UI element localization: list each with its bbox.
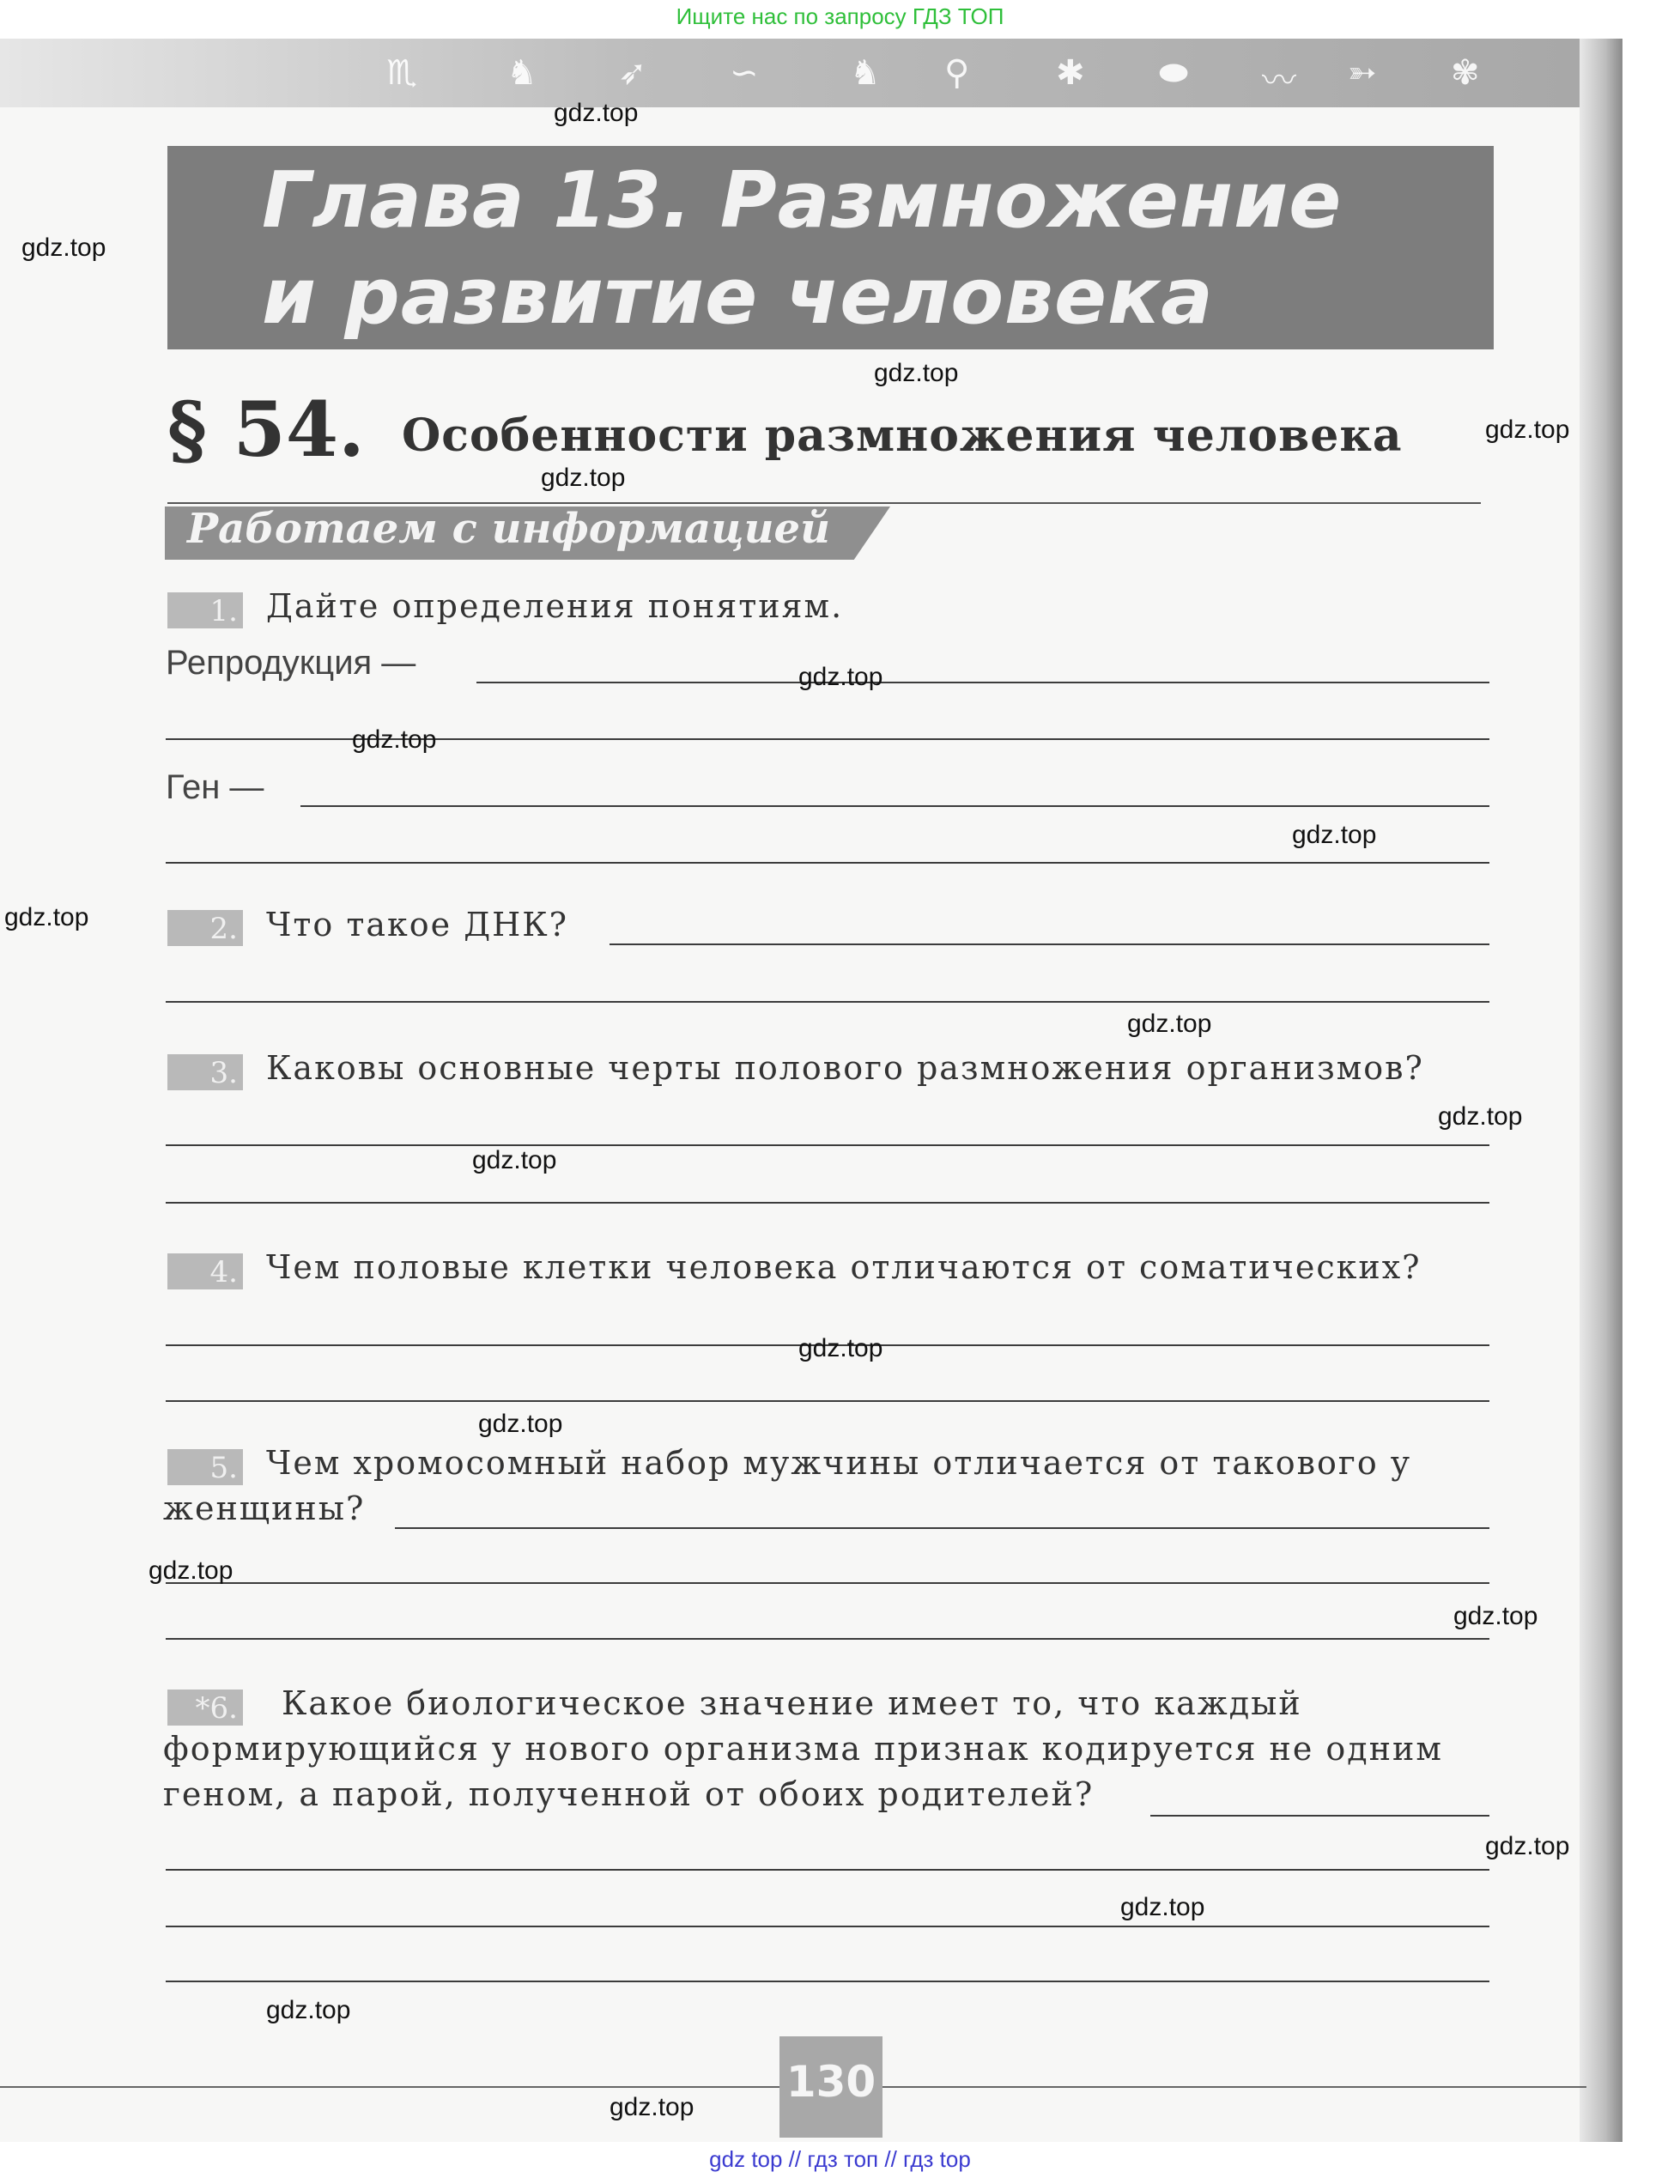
answer-line[interactable] — [166, 1202, 1489, 1204]
question-5-text-line1: Чем хромосомный набор мужчины отличается от такового у — [266, 1444, 1412, 1482]
answer-line[interactable] — [166, 1981, 1489, 1982]
term-gene: Ген — — [166, 768, 264, 806]
question-5-badge: 5. — [167, 1449, 243, 1485]
chapter-title-line2: и развитие человека — [262, 252, 1214, 342]
watermark: gdz.top — [554, 99, 639, 127]
paragraph-divider — [167, 502, 1481, 504]
dog-icon: ♞ — [850, 53, 881, 93]
question-3-badge: 3. — [167, 1054, 243, 1090]
watermark: gdz.top — [1438, 1102, 1523, 1131]
section-label: Работаем с информацией — [187, 505, 830, 553]
watermark: gdz.top — [1120, 1893, 1205, 1921]
answer-line[interactable] — [395, 1527, 1489, 1529]
question-6-text-line1: Какое биологическое значение имеет то, что каждый — [282, 1684, 1302, 1722]
answer-line[interactable] — [1150, 1815, 1489, 1817]
answer-line[interactable] — [166, 1638, 1489, 1640]
question-2-text: Что такое ДНК? — [266, 906, 569, 943]
top-search-banner[interactable]: Ищите нас по запросу ГДЗ ТОП — [676, 3, 1004, 29]
question-6-text-line3: геном, а парой, полученной от обоих родителей? — [163, 1775, 1095, 1813]
answer-line[interactable] — [300, 805, 1489, 807]
answer-line[interactable] — [166, 1400, 1489, 1402]
watermark: gdz.top — [1292, 821, 1377, 849]
tortoise-icon: ⬬ — [1159, 53, 1189, 93]
watermark: gdz.top — [1127, 1010, 1212, 1038]
answer-line[interactable] — [166, 1926, 1489, 1927]
watermark: gdz.top — [874, 359, 959, 387]
question-6-badge: *6. — [167, 1690, 243, 1726]
watermark: gdz.top — [798, 1334, 883, 1362]
watermark: gdz.top — [541, 464, 626, 492]
answer-line[interactable] — [476, 682, 1489, 683]
chapter-title-line1: Глава 13. Размножение — [262, 155, 1343, 246]
watermark: gdz.top — [478, 1410, 563, 1438]
scorpion-icon: ♏ — [386, 53, 417, 93]
dolphin-icon: ∽ — [730, 53, 759, 93]
watermark: gdz.top — [266, 1996, 351, 2024]
answer-line[interactable] — [166, 1144, 1489, 1146]
watermark: gdz.top — [21, 234, 106, 262]
answer-line[interactable] — [166, 1869, 1489, 1871]
workbook-page — [0, 39, 1622, 2142]
watermark: gdz.top — [472, 1146, 557, 1174]
insect-icon: ✱ — [1056, 53, 1085, 93]
watermark: gdz.top — [1453, 1602, 1538, 1630]
heron-icon: ⚲ — [944, 53, 970, 93]
running-cat-icon: ➳ — [1348, 53, 1377, 93]
answer-line[interactable] — [166, 862, 1489, 864]
footer-rule-left — [0, 2086, 779, 2088]
watermark: gdz.top — [149, 1556, 234, 1585]
answer-line[interactable] — [166, 1582, 1489, 1584]
question-4-text: Чем половые клетки человека отличаются от соматических? — [266, 1248, 1422, 1286]
chapter-title — [262, 153, 1464, 345]
question-1-badge: 1. — [167, 592, 243, 628]
butterfly-icon: ✾ — [1451, 53, 1480, 93]
lizard-icon: 〰 — [1262, 61, 1296, 100]
question-6-text-line2: формирующийся у нового организма признак кодируется не одним — [163, 1730, 1443, 1768]
question-5-text-line2: женщины? — [163, 1489, 366, 1527]
footer-rule-right — [882, 2086, 1586, 2088]
page-number: 130 — [785, 2057, 876, 2107]
question-4-badge: 4. — [167, 1253, 243, 1289]
answer-line[interactable] — [166, 1001, 1489, 1003]
answer-line[interactable] — [610, 943, 1489, 945]
watermark: gdz.top — [1485, 1832, 1570, 1860]
horse-icon: ♞ — [506, 53, 537, 93]
watermark: gdz.top — [4, 903, 89, 931]
watermark: gdz.top — [610, 2093, 694, 2121]
question-2-badge: 2. — [167, 910, 243, 946]
decorative-animal-band — [0, 39, 1580, 107]
question-1-text: Дайте определения понятиям. — [266, 587, 844, 625]
watermark: gdz.top — [798, 663, 883, 691]
watermark: gdz.top — [1485, 416, 1570, 444]
watermark: gdz.top — [352, 725, 437, 754]
paragraph-number: § 54. — [167, 385, 365, 474]
bird-icon: ➶ — [618, 53, 647, 93]
paragraph-title: Особенности размножения человека — [402, 410, 1403, 462]
page-spine-shadow — [1580, 39, 1622, 2142]
bottom-links[interactable]: gdz top // гдз топ // гдз top — [709, 2146, 971, 2172]
term-reproduction: Репродукция — — [166, 644, 416, 682]
question-3-text: Каковы основные черты полового размножения организмов? — [266, 1049, 1424, 1087]
